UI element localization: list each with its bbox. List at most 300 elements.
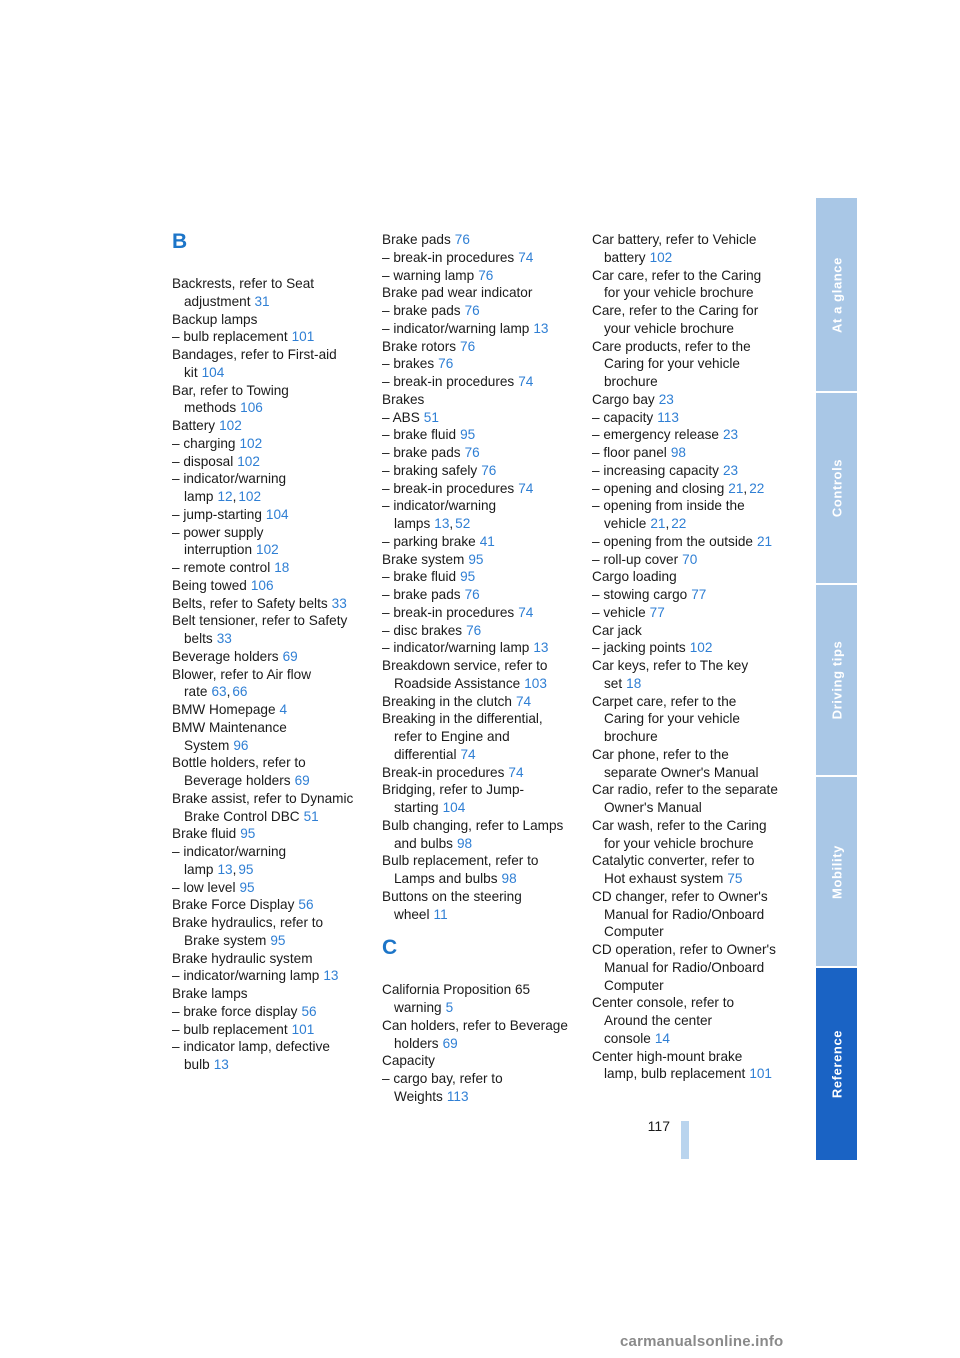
index-entry: [172, 311, 372, 329]
index-entry-text: [592, 497, 788, 515]
index-entry-text: [172, 559, 372, 577]
index-entry: [172, 453, 372, 471]
page-link[interactable]: 102: [689, 640, 713, 656]
index-term: and bulbs: [394, 835, 453, 851]
index-entry: [382, 320, 580, 338]
index-term: Center high-mount brake: [592, 1048, 743, 1064]
page-link[interactable]: 102: [256, 542, 279, 558]
page-link[interactable]: 51: [303, 808, 319, 824]
page-marker: [681, 1121, 689, 1159]
index-entry-text: [592, 1065, 788, 1083]
page-link[interactable]: 18: [274, 560, 290, 575]
index-entry-text: [592, 622, 788, 640]
page-link[interactable]: 76: [464, 303, 480, 318]
index-entry: [592, 338, 788, 391]
index-entry: [172, 1021, 372, 1039]
index-term: separate Owner's Manual: [604, 764, 759, 780]
index-term: refer to Engine and: [394, 729, 510, 744]
index-entry-text: [592, 409, 788, 427]
page-link[interactable]: 77: [691, 587, 707, 602]
index-entry-text: [592, 568, 788, 586]
page-link[interactable]: 70: [682, 551, 698, 567]
index-term: – brakes: [382, 356, 435, 372]
index-entry: [592, 586, 788, 604]
index-term: Brake hydraulic system: [172, 950, 313, 966]
index-entry: [172, 985, 372, 1003]
page-link[interactable]: 75: [727, 871, 743, 886]
page-separator: ,: [449, 516, 454, 531]
col2-entries-after: [382, 981, 580, 1105]
index-term: – ABS: [382, 409, 420, 425]
index-entry: [382, 622, 580, 640]
page-link[interactable]: 76: [438, 356, 454, 372]
page-link[interactable]: 76: [460, 338, 476, 354]
index-entry: [592, 1048, 788, 1084]
index-entry: [382, 1052, 580, 1070]
col3-entries: [592, 231, 788, 1083]
index-entry: [592, 480, 788, 498]
index-entry-text: [172, 648, 372, 666]
index-entry-text: [592, 959, 788, 977]
index-entry-text: [382, 764, 580, 782]
index-term: Manual for Radio/Onboard: [604, 906, 765, 922]
page-link[interactable]: 5: [445, 1000, 454, 1015]
index-term: Beverage holders: [184, 773, 291, 788]
index-entry-text: [172, 914, 372, 932]
page-link[interactable]: 102: [219, 418, 242, 433]
page-link[interactable]: 96: [233, 737, 249, 753]
page-link[interactable]: 22: [749, 480, 765, 496]
index-entry-text: [172, 719, 372, 737]
page-link[interactable]: 74: [518, 480, 534, 496]
index-term: Car radio, refer to the separate: [592, 782, 778, 798]
index-entry-text: [172, 932, 372, 950]
page-link[interactable]: 95: [270, 932, 286, 948]
page-link[interactable]: 76: [454, 232, 470, 247]
page-link[interactable]: 74: [518, 374, 534, 389]
page-link[interactable]: 102: [238, 489, 262, 504]
index-term: Manual for Radio/Onboard: [604, 959, 765, 975]
index-entry: [382, 267, 580, 285]
index-entry: [592, 888, 788, 941]
index-entry: [382, 1070, 580, 1106]
index-entry: [172, 790, 372, 826]
tab-label: Controls: [829, 458, 844, 518]
page-link[interactable]: 63: [211, 684, 227, 700]
index-term: – indicator/warning: [172, 471, 287, 487]
index-term: Brake system: [382, 551, 465, 567]
index-entry-text: [382, 870, 580, 888]
page-link[interactable]: 13: [533, 320, 549, 336]
page-link[interactable]: 106: [250, 577, 274, 593]
page-link[interactable]: 18: [626, 675, 642, 691]
page-link[interactable]: 113: [446, 1088, 469, 1104]
index-term: kit: [184, 364, 198, 380]
page-link[interactable]: 21: [650, 516, 666, 531]
index-term: Care products, refer to the: [592, 338, 751, 354]
page-link[interactable]: 21: [728, 480, 744, 496]
page-link[interactable]: 76: [464, 445, 480, 460]
page-link[interactable]: 69: [442, 1035, 458, 1051]
index-term: Brake Control DBC: [184, 808, 300, 824]
index-term: – brake pads: [382, 303, 461, 318]
index-entry-text: [172, 506, 372, 524]
page-link[interactable]: 13: [323, 968, 339, 984]
page-link[interactable]: 33: [331, 595, 347, 611]
index-term: Car wash, refer to the Caring: [592, 817, 767, 833]
index-term: Belt tensioner, refer to Safety: [172, 613, 348, 629]
index-entry-text: [592, 533, 788, 551]
page-link[interactable]: 113: [657, 409, 679, 425]
index-entry-text: [382, 267, 580, 285]
index-term: lamp: [184, 489, 214, 504]
index-column-3: [592, 231, 788, 1083]
page-link[interactable]: 14: [654, 1030, 670, 1046]
index-entry: [382, 693, 580, 711]
index-term: Hot exhaust system: [604, 871, 724, 886]
page-link[interactable]: 56: [298, 897, 314, 913]
index-entry-text: [172, 825, 372, 843]
index-term: Cargo loading: [592, 569, 677, 585]
index-entry-text: [172, 275, 372, 293]
page-separator: ,: [226, 684, 231, 700]
index-entry-text: [382, 799, 580, 817]
index-entry-text: [592, 604, 788, 622]
index-term: – indicator/warning lamp: [172, 968, 320, 984]
page-link[interactable]: 76: [466, 622, 482, 638]
page-number: 117: [647, 1118, 670, 1134]
page-link[interactable]: 76: [464, 587, 480, 602]
index-term: Breaking in the differential,: [382, 711, 543, 727]
index-entry: [382, 657, 580, 693]
index-entry-text: [172, 861, 372, 879]
index-term: California Proposition 65: [382, 982, 531, 998]
index-entry: [172, 914, 372, 950]
index-entry-text: [382, 426, 580, 444]
index-term: – jacking points: [592, 640, 686, 656]
page-link[interactable]: 69: [294, 773, 310, 788]
index-term: starting: [394, 800, 439, 815]
index-term: Bar, refer to Towing: [172, 382, 289, 398]
index-entry: [382, 284, 580, 302]
index-entry: [382, 373, 580, 391]
index-entry: [592, 462, 788, 480]
index-entry-text: [172, 311, 372, 329]
index-entry-text: [382, 981, 580, 999]
index-entry-text: [172, 1003, 372, 1021]
index-term: Lamps and bulbs: [394, 871, 498, 886]
index-entry: [172, 559, 372, 577]
page-link[interactable]: 98: [501, 871, 517, 886]
index-entry-text: [172, 843, 372, 861]
page-link[interactable]: 23: [722, 462, 739, 478]
index-entry: [172, 612, 372, 648]
index-entry: [382, 497, 580, 533]
page-link[interactable]: 101: [291, 1021, 315, 1037]
index-entry-text: [172, 382, 372, 400]
index-entry-text: [382, 444, 580, 462]
index-entry-text: [592, 835, 788, 853]
index-term: lamp: [184, 861, 214, 877]
page-link[interactable]: 101: [749, 1066, 772, 1082]
page-link[interactable]: 74: [518, 604, 534, 620]
page-link[interactable]: 103: [524, 675, 547, 691]
page-link[interactable]: 95: [468, 551, 484, 567]
index-term: Carpet care, refer to the: [592, 693, 737, 709]
index-term: Owner's Manual: [604, 800, 702, 815]
page-link[interactable]: 69: [282, 648, 298, 664]
page-link[interactable]: 98: [670, 445, 686, 460]
index-term: – indicator/warning lamp: [382, 320, 530, 336]
index-term: – capacity: [592, 409, 654, 425]
index-entry-text: [382, 817, 580, 835]
index-entry-text: [592, 764, 788, 782]
index-entry: [172, 524, 372, 560]
index-term: Center console, refer to: [592, 995, 735, 1011]
index-entry-text: [382, 586, 580, 604]
index-entry-text: [382, 657, 580, 675]
index-term: Bulb replacement, refer to: [382, 853, 539, 869]
index-entry: [172, 595, 372, 613]
index-term: for your vehicle brochure: [604, 285, 754, 301]
page-link[interactable]: 33: [216, 631, 232, 646]
page-separator: ,: [665, 516, 670, 531]
index-entry-text: [382, 302, 580, 320]
index-entry-text: [172, 666, 372, 684]
tab-driving-tips[interactable]: [816, 585, 857, 775]
index-entry-text: [592, 675, 788, 693]
page-link[interactable]: 23: [722, 427, 739, 443]
index-entry: [172, 701, 372, 719]
page-link[interactable]: 76: [481, 462, 497, 478]
index-entry: [382, 888, 580, 924]
index-entry-text: [172, 967, 372, 985]
index-entry: [592, 693, 788, 746]
index-entry: [592, 781, 788, 817]
index-term: – floor panel: [592, 445, 667, 460]
index-term: – indicator/warning: [382, 498, 497, 514]
page-link[interactable]: 51: [423, 409, 439, 425]
page-separator: ,: [232, 489, 237, 504]
page-link[interactable]: 102: [239, 435, 263, 451]
index-entry: [592, 267, 788, 303]
index-term: Computer: [604, 924, 664, 940]
tab-label: Driving tips: [829, 640, 844, 720]
index-term: interruption: [184, 542, 253, 558]
page-link[interactable]: 76: [478, 267, 494, 283]
index-entry-text: [592, 781, 788, 799]
page-link[interactable]: 56: [301, 1003, 317, 1019]
index-entry-text: [592, 284, 788, 302]
index-term: – braking safely: [382, 462, 478, 478]
index-term: vehicle: [604, 516, 647, 531]
page-link[interactable]: 4: [279, 702, 288, 717]
index-entry-text: [592, 817, 788, 835]
page-link[interactable]: 22: [671, 516, 687, 531]
index-entry: [592, 497, 788, 533]
index-entry-text: [172, 754, 372, 772]
index-entry-text: [592, 941, 788, 959]
page-link[interactable]: 95: [239, 879, 255, 895]
index-entry-text: [592, 906, 788, 924]
index-entry-text: [592, 1048, 788, 1066]
index-term: – bulb replacement: [172, 329, 288, 345]
tab-label: At a glance: [829, 256, 844, 333]
index-term: – brake pads: [382, 445, 461, 460]
index-term: Car jack: [592, 622, 642, 638]
index-entry-text: [592, 728, 788, 746]
index-entry-text: [382, 480, 580, 498]
index-term: – indicator/warning lamp: [382, 640, 530, 656]
page-link[interactable]: 106: [240, 400, 263, 416]
index-term: Brake Force Display: [172, 897, 295, 913]
page-link[interactable]: 95: [240, 826, 256, 842]
page-link[interactable]: 74: [508, 764, 524, 780]
index-entry-text: [382, 852, 580, 870]
page-link[interactable]: 102: [649, 249, 673, 265]
index-term: BMW Maintenance: [172, 719, 287, 735]
index-term: bulb: [184, 1057, 210, 1072]
index-term: lamp, bulb replacement: [604, 1066, 746, 1082]
page-link[interactable]: 52: [455, 516, 471, 531]
index-entry-text: [382, 888, 580, 906]
index-entry: [592, 657, 788, 693]
page-link[interactable]: 104: [201, 364, 225, 380]
index-term: Car keys, refer to The key: [592, 658, 749, 673]
index-entry-text: [382, 639, 580, 657]
index-entry-text: [172, 808, 372, 826]
page-link[interactable]: 23: [658, 391, 674, 407]
index-entry: [172, 666, 372, 702]
index-entry: [382, 568, 580, 586]
tab-at-a-glance[interactable]: [816, 198, 857, 391]
page-link[interactable]: 95: [238, 861, 254, 877]
index-entry-text: [592, 994, 788, 1012]
tab-controls[interactable]: [816, 393, 857, 583]
index-term: Bridging, refer to Jump-: [382, 782, 525, 798]
index-entry: [172, 506, 372, 524]
index-entry: [172, 879, 372, 897]
page-link[interactable]: 11: [433, 906, 448, 922]
tab-mobility[interactable]: [816, 777, 857, 966]
page-link[interactable]: 77: [649, 604, 665, 620]
index-entry-text: [592, 338, 788, 356]
page-link[interactable]: 104: [265, 506, 289, 522]
index-entry: [592, 817, 788, 853]
page-link[interactable]: 104: [442, 800, 466, 815]
page-link[interactable]: 13: [533, 640, 549, 656]
index-entry: [382, 710, 580, 763]
index-entry-text: [382, 249, 580, 267]
index-entry: [172, 382, 372, 418]
page-link[interactable]: 74: [518, 249, 534, 265]
page-separator: ,: [743, 480, 748, 496]
index-entry-text: [382, 728, 580, 746]
index-entry-text: [172, 595, 372, 613]
index-term: Breaking in the clutch: [382, 693, 512, 709]
index-entry-text: [382, 320, 580, 338]
page-link[interactable]: 13: [213, 1057, 229, 1072]
index-entry-text: [592, 320, 788, 338]
index-term: Backup lamps: [172, 311, 258, 327]
page-link[interactable]: 13: [217, 861, 233, 877]
index-entry: [382, 1017, 580, 1053]
tab-reference[interactable]: [816, 968, 857, 1160]
index-entry: [382, 764, 580, 782]
index-term: – cargo bay, refer to: [382, 1071, 503, 1086]
index-term: – opening from the outside: [592, 533, 753, 549]
index-entry-text: [592, 480, 788, 498]
index-entry-text: [172, 524, 372, 542]
index-entry-text: [592, 373, 788, 391]
index-term: Brake rotors: [382, 338, 457, 354]
index-entry: [382, 231, 580, 249]
page-link[interactable]: 41: [479, 533, 495, 549]
index-entry-text: [172, 1056, 372, 1074]
index-entry: [172, 648, 372, 666]
page-link[interactable]: 74: [515, 693, 532, 709]
page-link[interactable]: 98: [456, 835, 473, 851]
index-entry: [382, 249, 580, 267]
index-entry-text: [382, 391, 580, 409]
index-term: – break-in procedures: [382, 604, 515, 620]
index-entry-text: [592, 586, 788, 604]
index-entry: [382, 462, 580, 480]
index-term: – indicator/warning: [172, 844, 287, 859]
index-entry-text: [382, 1088, 580, 1106]
index-entry: [172, 896, 372, 914]
page-link[interactable]: 21: [756, 533, 773, 549]
index-entry-text: [382, 693, 580, 711]
index-entry-text: [592, 551, 788, 569]
page-link[interactable]: 102: [237, 453, 260, 469]
page-link[interactable]: 31: [254, 293, 270, 309]
page-link[interactable]: 74: [460, 746, 476, 762]
index-entry: [592, 994, 788, 1047]
index-term: Catalytic converter, refer to: [592, 853, 755, 869]
index-entry-text: [382, 1070, 580, 1088]
index-term: – brake force display: [172, 1003, 298, 1019]
page-link[interactable]: 12: [217, 489, 233, 504]
page-link[interactable]: 66: [232, 684, 248, 700]
index-term: Brake pad wear indicator: [382, 285, 533, 301]
page-link[interactable]: 95: [460, 427, 476, 443]
index-term: – stowing cargo: [592, 587, 688, 602]
index-entry: [382, 355, 580, 373]
index-entry-text: [382, 373, 580, 391]
index-entry-text: [382, 1035, 580, 1053]
page-link[interactable]: 13: [434, 516, 450, 531]
index-entry-text: [382, 338, 580, 356]
index-term: – break-in procedures: [382, 374, 515, 389]
page-link[interactable]: 101: [291, 329, 315, 345]
index-term: Blower, refer to Air flow: [172, 666, 312, 682]
index-term: Brake lamps: [172, 986, 248, 1001]
index-term: belts: [184, 631, 213, 646]
index-entry: [172, 328, 372, 346]
index-entry-text: [382, 622, 580, 640]
index-entry-text: [382, 1052, 580, 1070]
index-term: – roll-up cover: [592, 551, 679, 567]
index-entry-text: [592, 267, 788, 285]
index-entry: [172, 843, 372, 879]
index-entry-text: [592, 693, 788, 711]
page-link[interactable]: 95: [460, 569, 476, 585]
index-entry-text: [382, 284, 580, 302]
index-term: – brake fluid: [382, 569, 457, 585]
index-term: Cargo bay: [592, 391, 655, 407]
index-entry-text: [382, 746, 580, 764]
